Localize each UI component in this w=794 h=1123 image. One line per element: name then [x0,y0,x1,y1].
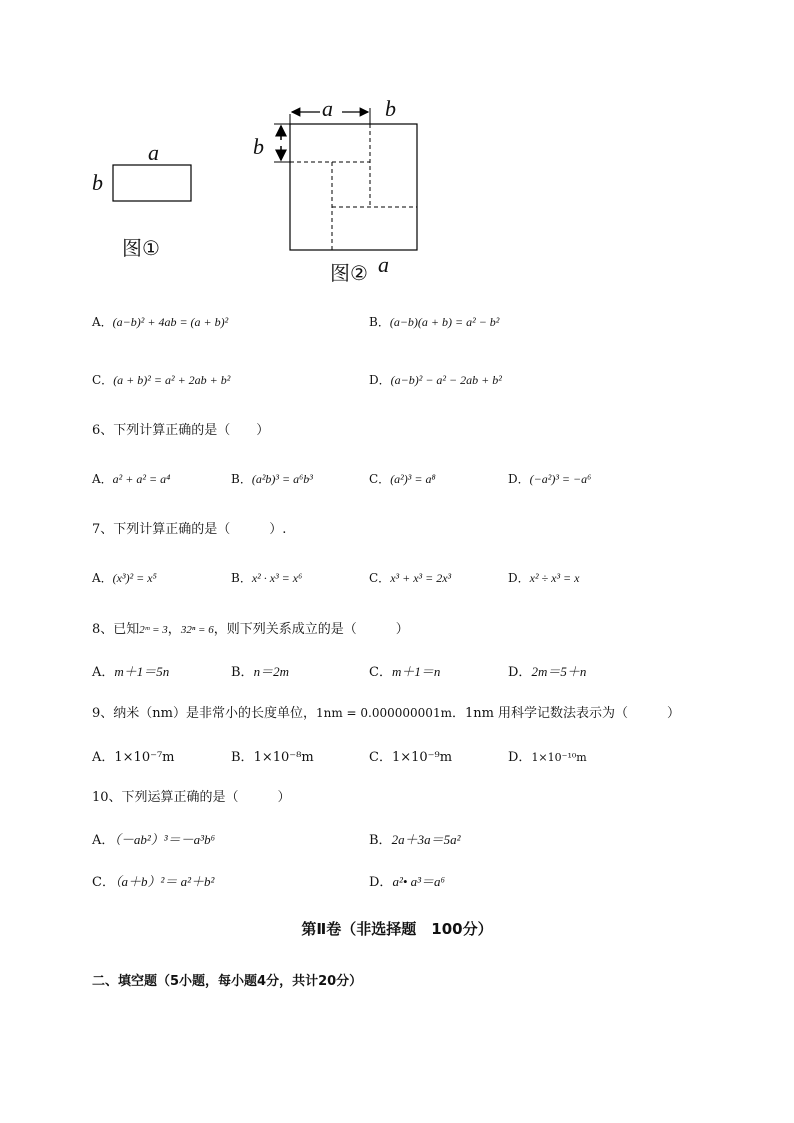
option-label: C． [92,875,115,890]
q10-option-a[interactable] [92,829,215,848]
option-text: m＋1＝n [391,664,441,679]
option-label: A． [92,833,115,848]
option-label: D． [508,472,530,486]
q5-option-d[interactable] [369,371,502,388]
q10-option-d[interactable] [369,871,445,890]
q9-option-a[interactable] [92,746,175,765]
option-label: A． [92,315,113,329]
q10-option-b[interactable] [369,829,460,848]
q8-stem-text-2: ， [167,622,181,637]
option-label: B． [231,750,254,765]
option-label: B． [231,571,252,585]
figure-2-caption: 图② [330,261,368,285]
option-text: (a + b)² = a² + 2ab + b² [113,373,231,387]
outer-square [290,124,417,250]
option-text: (a²)³ = a⁸ [390,472,436,486]
figure-1-caption: 图① [122,236,160,260]
q6-option-c[interactable] [369,470,436,487]
option-label: B． [369,315,390,329]
part-2-heading: 二、填空题（5小题，每小题4分，共计20分） [92,974,363,989]
q9-option-c[interactable] [369,746,452,765]
figure-1-label-b: b [92,170,103,195]
q7-option-a[interactable] [92,569,157,586]
rectangle-shape [113,165,191,201]
q8-stem-text-3: ，则下列关系成立的是（ ） [213,622,409,637]
option-text: 1×10⁻⁸m [253,750,314,765]
option-text: 1×10⁻⁷m [114,750,175,765]
q9-stem [92,702,680,721]
option-label: D． [369,875,393,890]
option-text: （－ab²）³＝－a³b⁶ [114,832,216,847]
option-text: a² + a² = a⁴ [112,472,171,486]
option-label: D． [508,571,530,585]
option-label: D． [508,750,532,765]
q8-stem [92,618,409,637]
option-label: D． [508,665,532,680]
q8-stem-math-2: 32ⁿ = 6 [180,624,214,636]
q7-option-d[interactable] [508,569,579,586]
q6-option-b[interactable] [231,470,313,487]
figure-1-label-a: a [148,140,159,165]
option-label: A． [92,750,115,765]
option-label: C． [369,472,391,486]
option-text: (a²b)³ = a⁶b³ [251,472,313,486]
q7-stem: 7、下列计算正确的是（ ）. [92,522,287,537]
q9-option-b[interactable] [231,746,314,765]
q8-option-d[interactable] [508,661,586,680]
option-text: (x³)² = x⁵ [112,571,157,585]
q6-option-a[interactable] [92,470,170,487]
option-text: x³ + x³ = 2x³ [390,571,452,585]
option-label: D． [369,373,391,387]
q5-option-c[interactable] [92,371,230,388]
option-text: 2a＋3a＝5a² [391,832,461,847]
option-text: m＋1＝5n [114,664,170,679]
option-text: x² · x³ = x⁶ [251,571,303,585]
q9-stem-math: 1nm = 0.000000001m [315,706,452,720]
option-label: C． [92,373,114,387]
option-label: A． [92,472,113,486]
option-text: a²• a³＝a⁶ [392,874,446,889]
option-label: A． [92,571,113,585]
q7-option-c[interactable] [369,569,451,586]
option-label: B． [231,472,252,486]
figure-2-label-b-top: b [385,96,396,121]
q9-stem-text-2: ．1nm 用科学记数法表示为（ ） [451,706,681,721]
figure-2-label-b-left: b [253,134,264,159]
option-text: 1×10⁻⁹m [391,750,453,765]
option-label: C． [369,665,392,680]
q9-option-d[interactable] [508,746,587,765]
option-text: n＝2m [253,664,289,679]
figure-2-label-a-top: a [322,96,333,121]
option-text: (a−b)(a + b) = a² − b² [389,315,500,329]
option-label: C． [369,571,391,585]
option-label: C． [369,750,392,765]
option-text: (a−b)² − a² − 2ab + b² [390,373,502,387]
figure-2-drawing [270,100,430,260]
q9-stem-text-1: 9、纳米（nm）是非常小的长度单位， [92,706,316,721]
q6-stem: 6、下列计算正确的是（ ） [92,423,270,438]
q10-stem: 10、下列运算正确的是（ ） [92,790,291,805]
q7-option-b[interactable] [231,569,302,586]
q8-option-a[interactable] [92,661,169,680]
option-text: 2m＝5＋n [531,664,587,679]
option-text: x² ÷ x³ = x [529,571,580,585]
option-text: （a＋b）²＝ a²＋b² [114,874,215,889]
q8-option-c[interactable] [369,661,440,680]
q8-stem-math-1: 2ᵐ = 3 [139,624,168,636]
figure-2-label-a-bottom: a [378,252,389,277]
q8-option-b[interactable] [231,661,289,680]
q10-option-c[interactable] [92,871,214,890]
figure-2 [270,100,430,260]
section-2-title: 第Ⅱ卷（非选择题 100分） [301,920,493,938]
option-text: 1×10⁻¹⁰m [531,751,587,764]
q5-option-b[interactable] [369,313,499,330]
q8-stem-text-1: 8、已知 [92,622,140,637]
option-label: B． [231,665,254,680]
option-label: A． [92,665,115,680]
option-text: (a−b)² + 4ab = (a + b)² [112,315,229,329]
q5-option-a[interactable] [92,313,228,330]
option-label: B． [369,833,392,848]
option-text: (−a²)³ = −a⁶ [529,472,592,486]
q6-option-d[interactable] [508,470,591,487]
